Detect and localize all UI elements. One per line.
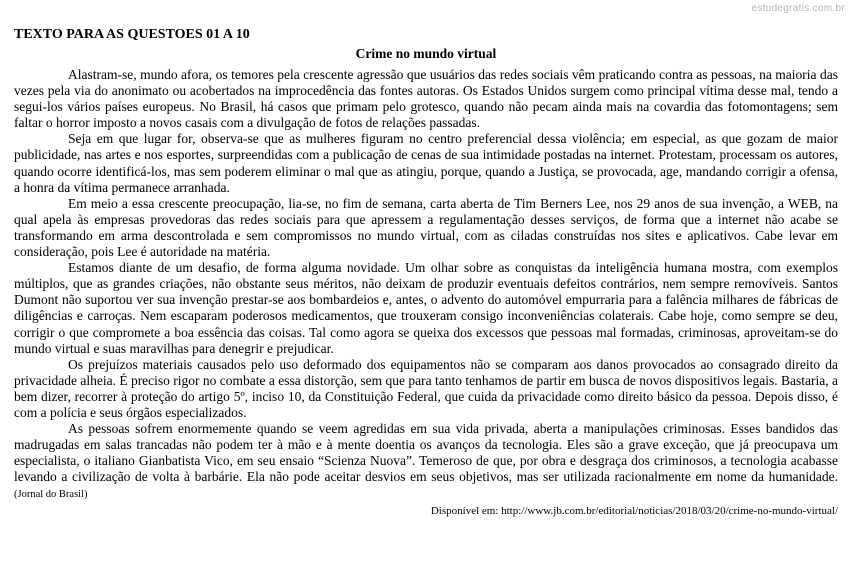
- paragraph-2: Seja em que lugar for, observa-se que as mulheres figuram no centro preferencial dessa violência; em especial, as que gozam de maior publicidade, nas artes e nos esportes, surpreendidas com a publicação de cenas de sua intimidade postadas na internet. Protestam, processam os autores, quando ocorre identificá-los, mas sem poderem eliminar o mal que as atingiu, porque, quando a Justiça, se provocada, age, mandando corrigir a ofensa, a honra da vítima permanece arranhada.: [14, 131, 838, 195]
- paragraph-6: [14, 421, 838, 503]
- article-body: [14, 67, 838, 504]
- article-credit: (Jornal do Brasil): [14, 489, 88, 501]
- document: [14, 26, 838, 518]
- article-title: Crime no mundo virtual: [355, 46, 497, 61]
- section-heading: TEXTO PARA AS QUESTOES 01 A 10: [14, 27, 250, 42]
- paragraph-1: Alastram-se, mundo afora, os temores pela crescente agressão que usuários das redes sociais vêm praticando contra as pessoas, na maioria das vezes pela via do anonimato ou acobertados na improcedência das fontes autoras. Os Estados Unidos surgem como principal vítima desse mal, tendo a segui-los vários países europeus. No Brasil, há casos que primam pelo grotesco, quando não pecam ainda mais na covardia das fotomontagens; sem faltar o horror imposto a novos casais com a divulgação de fotos de relações passadas.: [14, 67, 838, 131]
- paragraph-6-text: As pessoas sofrem enormemente quando se veem agredidas em sua vida privada, aberta a manipulações criminosas. Esses bandidos das madrugadas em salas trancadas não podem ter à mão e à mente doentia os avanços da tecnologia. Eles são a grave exceção, que já preocupava um especialista, o italiano Gianbatista Vico, em seu ensaio “Scienza Nuova”. Temeroso de que, por obra e desgraça dos criminosos, a tecnologia acabasse levando a civilização de volta à barbárie. Ela não pode aceitar desvios em seus objetivos, mas ser utilizada racionalmente em nome da humanidade.: [14, 421, 838, 485]
- site-watermark: estudegratis.com.br: [751, 3, 845, 14]
- source-line: Disponível em: http://www.jb.com.br/editorial/noticias/2018/03/20/crime-no-mundo-virtual/: [430, 504, 838, 517]
- paragraph-4: Estamos diante de um desafio, de forma alguma novidade. Um olhar sobre as conquistas da inteligência humana mostra, com exemplos múltiplos, que as grandes criações, não obstante seus méritos, não deixam de produzir eventuais defeitos contrários, nem sempre removíveis. Santos Dumont não suportou ver sua invenção prestar-se aos bombardeios e, antes, o advento do automóvel empurraria para a falência milhares de fábricas de diligências e carroças. Nem escaparam poderosos medicamentos, que trouxeram consigo inconveniências colaterais. Cabe hoje, como sempre se deu, corrigir o que compromete a boa essência das coisas. Tal como agora se queixa dos excessos que pessoas mal formadas, criminosas, aproveitam-se do mundo virtual e suas maravilhas para denegrir e prejudicar.: [14, 260, 838, 356]
- paragraph-5: Os prejuízos materiais causados pelo uso deformado dos equipamentos não se comparam aos danos provocados ao consagrado direito da privacidade alheia. É preciso rigor no combate a essa distorção, sem que para tanto tenhamos de partir em busca de novos dispositivos legais. Bastaria, a bem dizer, recorrer à proteção do artigo 5º, inciso 10, da Constituição Federal, que cuida da privacidade como direito básico da pessoa. Depois disso, é com a polícia e seus órgãos especializados.: [14, 356, 838, 420]
- paragraph-3: Em meio a essa crescente preocupação, lia-se, no fim de semana, carta aberta de Tim Berners Lee, nos 29 anos de sua invenção, a WEB, na qual apela às empresas provedoras das redes sociais para que apressem a regulamentação desses serviços, de forma que a internet não acabe se transformando em arma descontrolada e sem compromissos no mundo virtual, com as ciladas construídas nos sites e aplicativos. Cabe levar em consideração, pois Lee é autoridade na matéria.: [14, 195, 838, 260]
